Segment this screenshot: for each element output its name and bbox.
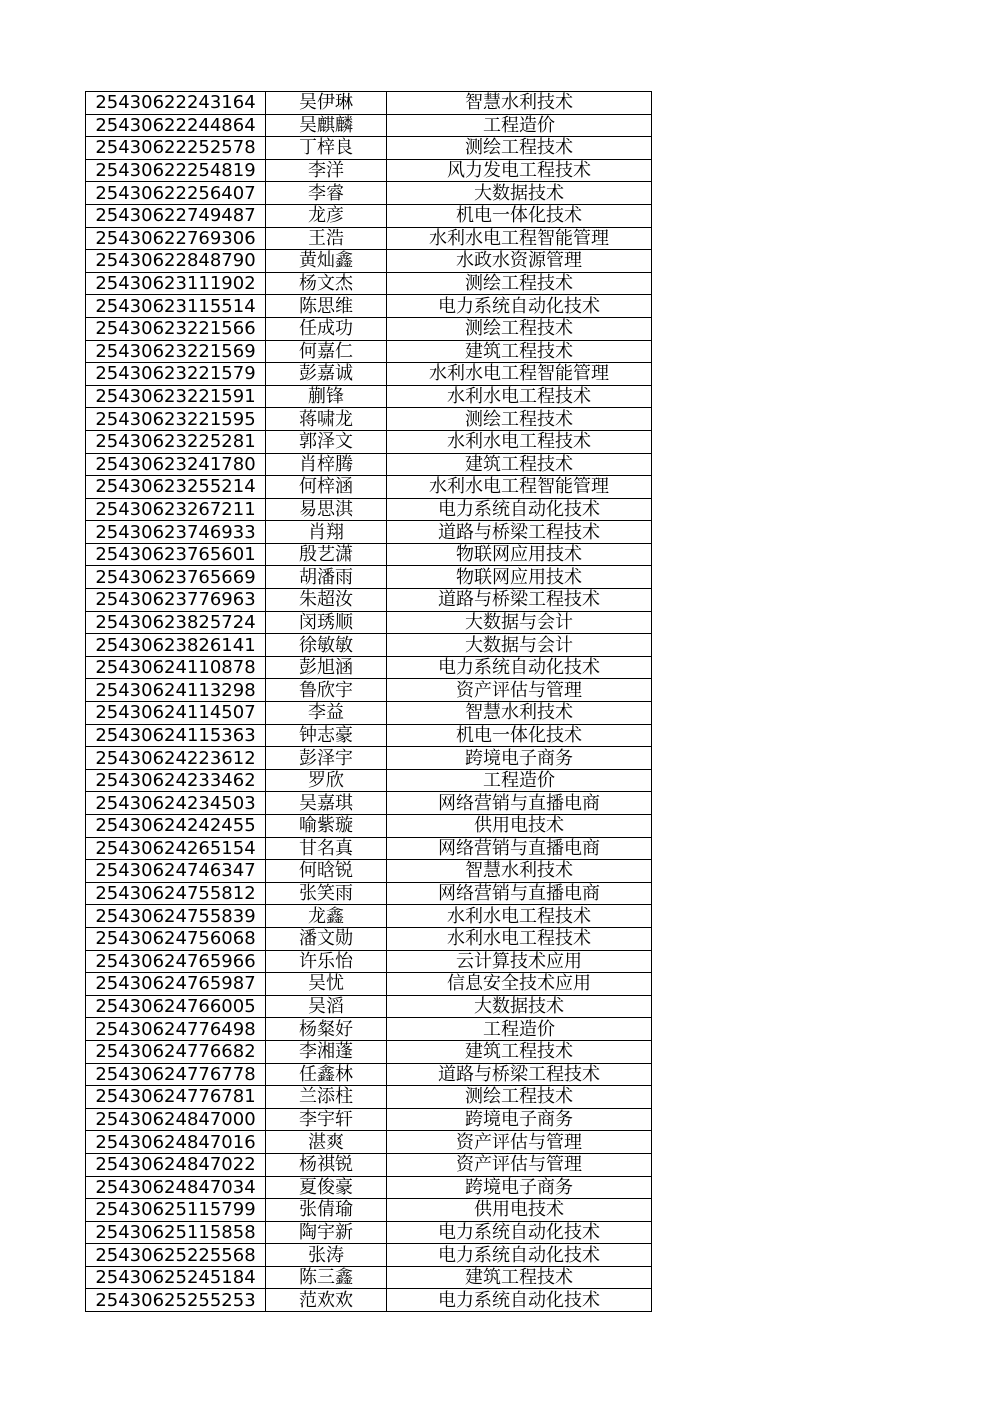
student-id-cell: 25430624776781 bbox=[86, 1086, 266, 1109]
table-row bbox=[86, 137, 652, 160]
student-name-cell: 肖翔 bbox=[266, 521, 387, 544]
student-id-cell: 25430625225568 bbox=[86, 1244, 266, 1267]
student-id-cell: 25430622769306 bbox=[86, 227, 266, 250]
student-name-cell: 罗欣 bbox=[266, 769, 387, 792]
student-name-cell: 任成功 bbox=[266, 317, 387, 340]
student-id-cell: 25430622256407 bbox=[86, 182, 266, 205]
student-name-cell: 蒋啸龙 bbox=[266, 408, 387, 431]
table-row bbox=[86, 995, 652, 1018]
student-name-cell: 徐敏敏 bbox=[266, 634, 387, 657]
table-row bbox=[86, 521, 652, 544]
student-id-cell: 25430622244864 bbox=[86, 114, 266, 137]
student-id-cell: 25430623221595 bbox=[86, 408, 266, 431]
student-id-cell: 25430624756068 bbox=[86, 927, 266, 950]
major-cell: 智慧水利技术 bbox=[387, 702, 652, 725]
student-id-cell: 25430624234503 bbox=[86, 792, 266, 815]
student-name-cell: 李益 bbox=[266, 702, 387, 725]
table-row bbox=[86, 1131, 652, 1154]
student-name-cell: 丁梓良 bbox=[266, 137, 387, 160]
table-row bbox=[86, 950, 652, 973]
table-row bbox=[86, 1086, 652, 1109]
student-name-cell: 陈三鑫 bbox=[266, 1266, 387, 1289]
student-name-cell: 何晗锐 bbox=[266, 860, 387, 883]
student-id-cell: 25430624847000 bbox=[86, 1108, 266, 1131]
student-name-cell: 张倩瑜 bbox=[266, 1199, 387, 1222]
major-cell: 物联网应用技术 bbox=[387, 566, 652, 589]
student-name-cell: 甘名真 bbox=[266, 837, 387, 860]
major-cell: 水利水电工程技术 bbox=[387, 905, 652, 928]
major-cell: 机电一体化技术 bbox=[387, 204, 652, 227]
table-row bbox=[86, 453, 652, 476]
major-cell: 资产评估与管理 bbox=[387, 1153, 652, 1176]
student-name-cell: 吴滔 bbox=[266, 995, 387, 1018]
student-table-body bbox=[86, 92, 652, 1312]
student-name-cell: 胡潘雨 bbox=[266, 566, 387, 589]
student-id-cell: 25430623221569 bbox=[86, 340, 266, 363]
table-row bbox=[86, 611, 652, 634]
major-cell: 测绘工程技术 bbox=[387, 317, 652, 340]
table-row bbox=[86, 92, 652, 115]
table-row bbox=[86, 656, 652, 679]
student-name-cell: 何嘉仁 bbox=[266, 340, 387, 363]
student-name-cell: 湛爽 bbox=[266, 1131, 387, 1154]
major-cell: 建筑工程技术 bbox=[387, 340, 652, 363]
student-name-cell: 李睿 bbox=[266, 182, 387, 205]
student-id-cell: 25430623826141 bbox=[86, 634, 266, 657]
student-name-cell: 李湘蓬 bbox=[266, 1040, 387, 1063]
student-id-cell: 25430624847022 bbox=[86, 1153, 266, 1176]
student-name-cell: 龙鑫 bbox=[266, 905, 387, 928]
table-row bbox=[86, 114, 652, 137]
student-name-cell: 龙彦 bbox=[266, 204, 387, 227]
student-id-cell: 25430623825724 bbox=[86, 611, 266, 634]
major-cell: 跨境电子商务 bbox=[387, 1176, 652, 1199]
student-id-cell: 25430624847034 bbox=[86, 1176, 266, 1199]
major-cell: 测绘工程技术 bbox=[387, 272, 652, 295]
student-id-cell: 25430625245184 bbox=[86, 1266, 266, 1289]
major-cell: 大数据与会计 bbox=[387, 634, 652, 657]
student-id-cell: 25430624746347 bbox=[86, 860, 266, 883]
student-name-cell: 杨粲好 bbox=[266, 1018, 387, 1041]
table-row bbox=[86, 1063, 652, 1086]
student-name-cell: 彭泽宇 bbox=[266, 747, 387, 770]
major-cell: 道路与桥梁工程技术 bbox=[387, 1063, 652, 1086]
table-row bbox=[86, 1266, 652, 1289]
student-id-cell: 25430623255214 bbox=[86, 476, 266, 499]
student-name-cell: 彭旭涵 bbox=[266, 656, 387, 679]
student-id-cell: 25430623221579 bbox=[86, 363, 266, 386]
student-id-cell: 25430623267211 bbox=[86, 498, 266, 521]
student-id-cell: 25430624110878 bbox=[86, 656, 266, 679]
table-row bbox=[86, 815, 652, 838]
student-name-cell: 易思淇 bbox=[266, 498, 387, 521]
student-id-cell: 25430623746933 bbox=[86, 521, 266, 544]
student-id-cell: 25430624242455 bbox=[86, 815, 266, 838]
table-row bbox=[86, 724, 652, 747]
major-cell: 工程造价 bbox=[387, 1018, 652, 1041]
student-name-cell: 张涛 bbox=[266, 1244, 387, 1267]
student-id-cell: 25430623115514 bbox=[86, 295, 266, 318]
student-name-cell: 黄灿鑫 bbox=[266, 250, 387, 273]
table-row bbox=[86, 363, 652, 386]
table-row bbox=[86, 159, 652, 182]
major-cell: 电力系统自动化技术 bbox=[387, 498, 652, 521]
major-cell: 风力发电工程技术 bbox=[387, 159, 652, 182]
student-id-cell: 25430623221591 bbox=[86, 385, 266, 408]
student-id-cell: 25430624755839 bbox=[86, 905, 266, 928]
table-row bbox=[86, 1244, 652, 1267]
student-id-cell: 25430625115799 bbox=[86, 1199, 266, 1222]
student-name-cell: 兰添柱 bbox=[266, 1086, 387, 1109]
table-row bbox=[86, 272, 652, 295]
major-cell: 建筑工程技术 bbox=[387, 1040, 652, 1063]
major-cell: 机电一体化技术 bbox=[387, 724, 652, 747]
student-name-cell: 陶宇新 bbox=[266, 1221, 387, 1244]
major-cell: 智慧水利技术 bbox=[387, 860, 652, 883]
major-cell: 跨境电子商务 bbox=[387, 1108, 652, 1131]
student-id-cell: 25430624113298 bbox=[86, 679, 266, 702]
student-name-cell: 任鑫林 bbox=[266, 1063, 387, 1086]
major-cell: 大数据技术 bbox=[387, 182, 652, 205]
student-id-cell: 25430623241780 bbox=[86, 453, 266, 476]
student-name-cell: 张笑雨 bbox=[266, 882, 387, 905]
student-id-cell: 25430622243164 bbox=[86, 92, 266, 115]
table-row bbox=[86, 837, 652, 860]
major-cell: 物联网应用技术 bbox=[387, 543, 652, 566]
student-id-cell: 25430624766005 bbox=[86, 995, 266, 1018]
student-id-cell: 25430624776682 bbox=[86, 1040, 266, 1063]
table-row bbox=[86, 634, 652, 657]
table-row bbox=[86, 1153, 652, 1176]
table-row bbox=[86, 927, 652, 950]
student-id-cell: 25430623776963 bbox=[86, 589, 266, 612]
student-id-cell: 25430623765669 bbox=[86, 566, 266, 589]
table-row bbox=[86, 566, 652, 589]
student-id-cell: 25430622254819 bbox=[86, 159, 266, 182]
student-id-cell: 25430623225281 bbox=[86, 430, 266, 453]
table-row bbox=[86, 430, 652, 453]
student-id-cell: 25430623111902 bbox=[86, 272, 266, 295]
major-cell: 电力系统自动化技术 bbox=[387, 1221, 652, 1244]
student-name-cell: 吴伊琳 bbox=[266, 92, 387, 115]
table-row bbox=[86, 227, 652, 250]
major-cell: 网络营销与直播电商 bbox=[387, 837, 652, 860]
major-cell: 道路与桥梁工程技术 bbox=[387, 589, 652, 612]
student-id-cell: 25430624223612 bbox=[86, 747, 266, 770]
table-row bbox=[86, 476, 652, 499]
student-name-cell: 闵琇顺 bbox=[266, 611, 387, 634]
major-cell: 供用电技术 bbox=[387, 815, 652, 838]
student-id-cell: 25430624765987 bbox=[86, 973, 266, 996]
student-name-cell: 吴嘉琪 bbox=[266, 792, 387, 815]
student-id-cell: 25430624233462 bbox=[86, 769, 266, 792]
table-row bbox=[86, 1289, 652, 1312]
table-row bbox=[86, 860, 652, 883]
table-row bbox=[86, 408, 652, 431]
major-cell: 水利水电工程智能管理 bbox=[387, 227, 652, 250]
table-row bbox=[86, 702, 652, 725]
student-name-cell: 范欢欢 bbox=[266, 1289, 387, 1312]
student-id-cell: 25430624755812 bbox=[86, 882, 266, 905]
student-name-cell: 郭泽文 bbox=[266, 430, 387, 453]
student-name-cell: 李宇轩 bbox=[266, 1108, 387, 1131]
student-name-cell: 杨文杰 bbox=[266, 272, 387, 295]
major-cell: 大数据与会计 bbox=[387, 611, 652, 634]
table-row bbox=[86, 204, 652, 227]
table-row bbox=[86, 295, 652, 318]
major-cell: 水政水资源管理 bbox=[387, 250, 652, 273]
major-cell: 跨境电子商务 bbox=[387, 747, 652, 770]
major-cell: 电力系统自动化技术 bbox=[387, 1244, 652, 1267]
table-row bbox=[86, 543, 652, 566]
major-cell: 水利水电工程技术 bbox=[387, 927, 652, 950]
student-name-cell: 陈思维 bbox=[266, 295, 387, 318]
student-name-cell: 吴忧 bbox=[266, 973, 387, 996]
student-name-cell: 吴麒麟 bbox=[266, 114, 387, 137]
major-cell: 网络营销与直播电商 bbox=[387, 882, 652, 905]
student-name-cell: 何梓涵 bbox=[266, 476, 387, 499]
table-row bbox=[86, 882, 652, 905]
table-row bbox=[86, 1199, 652, 1222]
student-name-cell: 鲁欣宇 bbox=[266, 679, 387, 702]
student-name-cell: 钟志豪 bbox=[266, 724, 387, 747]
table-row bbox=[86, 340, 652, 363]
table-row bbox=[86, 182, 652, 205]
major-cell: 供用电技术 bbox=[387, 1199, 652, 1222]
major-cell: 电力系统自动化技术 bbox=[387, 656, 652, 679]
major-cell: 建筑工程技术 bbox=[387, 1266, 652, 1289]
student-id-cell: 25430624114507 bbox=[86, 702, 266, 725]
student-id-cell: 25430624115363 bbox=[86, 724, 266, 747]
table-row bbox=[86, 250, 652, 273]
student-name-cell: 朱超汝 bbox=[266, 589, 387, 612]
major-cell: 水利水电工程技术 bbox=[387, 385, 652, 408]
student-id-cell: 25430625115858 bbox=[86, 1221, 266, 1244]
major-cell: 网络营销与直播电商 bbox=[387, 792, 652, 815]
student-name-cell: 李洋 bbox=[266, 159, 387, 182]
major-cell: 云计算技术应用 bbox=[387, 950, 652, 973]
student-id-cell: 25430624765966 bbox=[86, 950, 266, 973]
major-cell: 资产评估与管理 bbox=[387, 679, 652, 702]
student-id-cell: 25430625255253 bbox=[86, 1289, 266, 1312]
student-id-cell: 25430622749487 bbox=[86, 204, 266, 227]
table-row bbox=[86, 792, 652, 815]
table-row bbox=[86, 385, 652, 408]
student-name-cell: 杨祺锐 bbox=[266, 1153, 387, 1176]
table-row bbox=[86, 1108, 652, 1131]
major-cell: 道路与桥梁工程技术 bbox=[387, 521, 652, 544]
table-row bbox=[86, 589, 652, 612]
student-id-cell: 25430622848790 bbox=[86, 250, 266, 273]
major-cell: 建筑工程技术 bbox=[387, 453, 652, 476]
table-row bbox=[86, 769, 652, 792]
major-cell: 资产评估与管理 bbox=[387, 1131, 652, 1154]
student-name-cell: 殷艺潇 bbox=[266, 543, 387, 566]
student-name-cell: 潘文勋 bbox=[266, 927, 387, 950]
major-cell: 水利水电工程技术 bbox=[387, 430, 652, 453]
table-row bbox=[86, 1221, 652, 1244]
major-cell: 电力系统自动化技术 bbox=[387, 295, 652, 318]
major-cell: 电力系统自动化技术 bbox=[387, 1289, 652, 1312]
student-id-cell: 25430624847016 bbox=[86, 1131, 266, 1154]
table-row bbox=[86, 679, 652, 702]
student-id-cell: 25430623221566 bbox=[86, 317, 266, 340]
student-name-cell: 蒯锋 bbox=[266, 385, 387, 408]
table-row bbox=[86, 905, 652, 928]
major-cell: 测绘工程技术 bbox=[387, 408, 652, 431]
major-cell: 智慧水利技术 bbox=[387, 92, 652, 115]
student-name-cell: 肖梓腾 bbox=[266, 453, 387, 476]
table-row bbox=[86, 498, 652, 521]
table-row bbox=[86, 1018, 652, 1041]
table-row bbox=[86, 973, 652, 996]
student-table bbox=[85, 91, 652, 1312]
table-row bbox=[86, 1176, 652, 1199]
major-cell: 水利水电工程智能管理 bbox=[387, 363, 652, 386]
student-name-cell: 彭嘉诚 bbox=[266, 363, 387, 386]
student-id-cell: 25430623765601 bbox=[86, 543, 266, 566]
student-name-cell: 王浩 bbox=[266, 227, 387, 250]
student-id-cell: 25430622252578 bbox=[86, 137, 266, 160]
major-cell: 测绘工程技术 bbox=[387, 1086, 652, 1109]
table-row bbox=[86, 317, 652, 340]
major-cell: 信息安全技术应用 bbox=[387, 973, 652, 996]
major-cell: 大数据技术 bbox=[387, 995, 652, 1018]
student-id-cell: 25430624265154 bbox=[86, 837, 266, 860]
major-cell: 水利水电工程智能管理 bbox=[387, 476, 652, 499]
table-row bbox=[86, 747, 652, 770]
table-row bbox=[86, 1040, 652, 1063]
major-cell: 测绘工程技术 bbox=[387, 137, 652, 160]
student-id-cell: 25430624776778 bbox=[86, 1063, 266, 1086]
major-cell: 工程造价 bbox=[387, 114, 652, 137]
student-id-cell: 25430624776498 bbox=[86, 1018, 266, 1041]
major-cell: 工程造价 bbox=[387, 769, 652, 792]
student-name-cell: 许乐怡 bbox=[266, 950, 387, 973]
student-name-cell: 喻紫璇 bbox=[266, 815, 387, 838]
student-name-cell: 夏俊豪 bbox=[266, 1176, 387, 1199]
